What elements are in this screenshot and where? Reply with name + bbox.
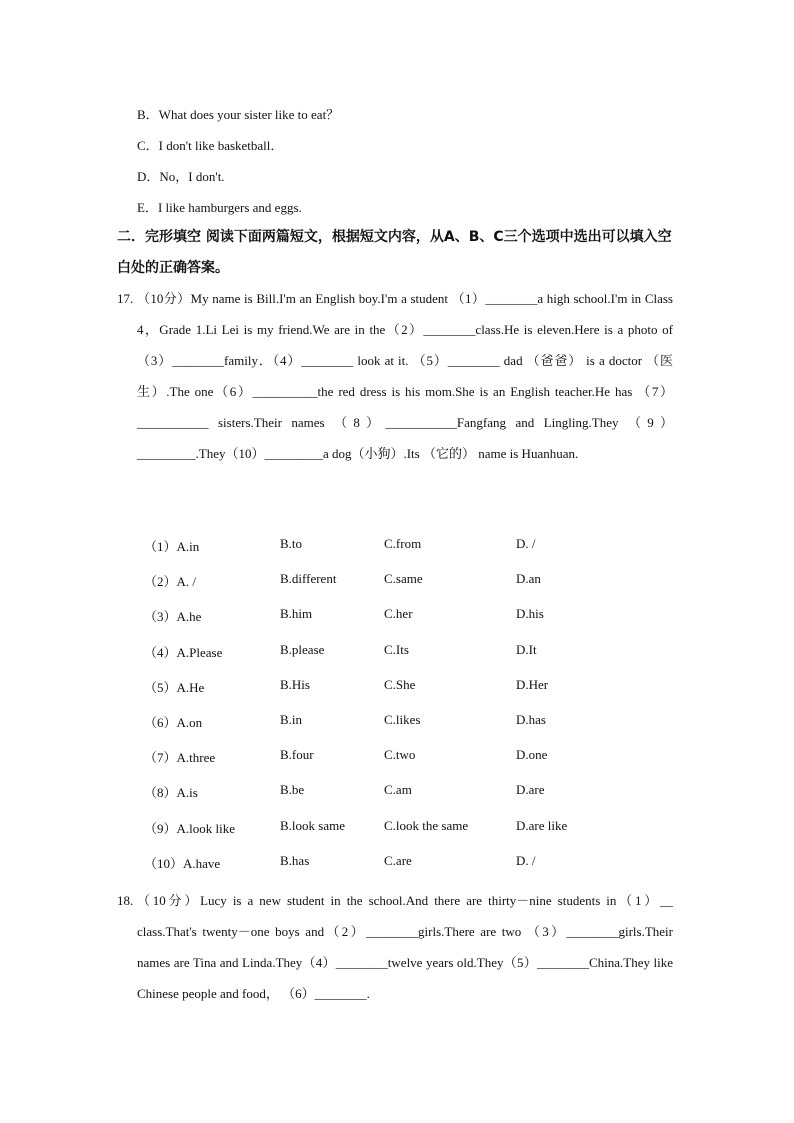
question-18-passage: （10分）Lucy is a new student in the school.And there are thirty－nine students in（1）__ class.That's twenty－one boys and（2）________girls.There are two （3）________girls.Their names are Tina and Linda.They（4）________twelve years old.They（5）________China.They like Chinese people and food， （6）________. — [137, 893, 673, 1001]
choice-b: B.to — [280, 536, 303, 551]
choice-b: B.him — [280, 606, 313, 622]
choice-d: D.are like — [516, 817, 568, 833]
choice-row — [144, 853, 664, 888]
choice-d: D.It — [516, 641, 537, 657]
choice-c: C.look the same — [384, 817, 469, 833]
choice-a: （4）A.Please — [144, 644, 223, 660]
choice-a: （3）A.he — [144, 609, 202, 625]
choice-d: D.his — [516, 606, 544, 622]
choice-row — [144, 642, 664, 677]
choice-c: C.from — [384, 536, 422, 551]
choice-a: （1）A.in — [144, 539, 200, 554]
prev-option-d: D．No，I don't. — [137, 169, 225, 184]
choice-a: （5）A.He — [144, 679, 205, 695]
choice-d: D. / — [516, 536, 536, 551]
prev-option-c: C．I don't like basketball． — [137, 138, 284, 153]
choice-c: C.She — [384, 676, 416, 692]
choice-c: C.are — [384, 852, 412, 868]
choice-d: D.has — [516, 711, 546, 727]
choice-row — [144, 536, 664, 571]
choice-d: D.Her — [516, 676, 549, 692]
choice-c: C.am — [384, 782, 412, 798]
choice-b: B.His — [280, 676, 310, 692]
choice-c: C.likes — [384, 711, 421, 727]
choice-row — [144, 606, 664, 641]
choice-a: （2）A. / — [144, 574, 197, 590]
choice-c: C.her — [384, 606, 413, 622]
choice-c: C.two — [384, 747, 416, 763]
choice-c: C.same — [384, 571, 423, 587]
prev-option-e: E．I like hamburgers and eggs. — [137, 200, 302, 215]
choice-d: D. / — [516, 852, 536, 868]
choice-row — [144, 818, 664, 853]
choice-row — [144, 747, 664, 782]
choice-b: B.please — [280, 641, 325, 657]
choice-row — [144, 677, 664, 712]
choice-row — [144, 712, 664, 747]
choice-d: D.are — [516, 782, 545, 798]
choice-b: B.be — [280, 782, 305, 798]
section-heading: 二．完形填空 阅读下面两篇短文，根据短文内容，从A、B、C三个选项中选出可以填入空白处的正确答案。 — [117, 229, 672, 276]
question-17-number: 17. — [117, 291, 134, 306]
choice-row — [144, 571, 664, 606]
prev-option-b: B．What does your sister like to eat？ — [137, 107, 340, 122]
choice-b: B.four — [280, 747, 314, 763]
choice-b: B.look same — [280, 817, 345, 833]
choice-row — [144, 782, 664, 817]
choice-a: （6）A.on — [144, 714, 203, 730]
choice-b: B.has — [280, 852, 310, 868]
choice-d: D.an — [516, 571, 541, 587]
choice-a: （9）A.look like — [144, 820, 235, 836]
choice-b: B.different — [280, 571, 337, 587]
choice-a: （8）A.is — [144, 785, 198, 801]
choice-a: （10）A.have — [144, 855, 221, 871]
question-17-choices — [144, 536, 664, 888]
choice-a: （7）A.three — [144, 750, 216, 766]
question-18-number: 18. — [117, 893, 134, 908]
question-17-passage: （10分）My name is Bill.I'm an English boy.I'm a student （1）________a high school.I'm in Class 4，Grade 1.Li Lei is my friend.We are in the（2）________class.He is eleven.Here is a photo of （3）________family．（4）________ look at it. （5）________ dad （爸爸） is a doctor （医生）.The one（6）__________the red dress is his mom.She is an English teacher.He has （7）___________ sisters.Their names （8）___________Fangfang and Lingling.They （9）_________.They（10）_________a dog（小狗）.Its （它的） name is Huanhuan. — [137, 291, 673, 461]
choice-c: C.Its — [384, 641, 409, 657]
choice-b: B.in — [280, 711, 303, 727]
choice-d: D.one — [516, 747, 548, 763]
